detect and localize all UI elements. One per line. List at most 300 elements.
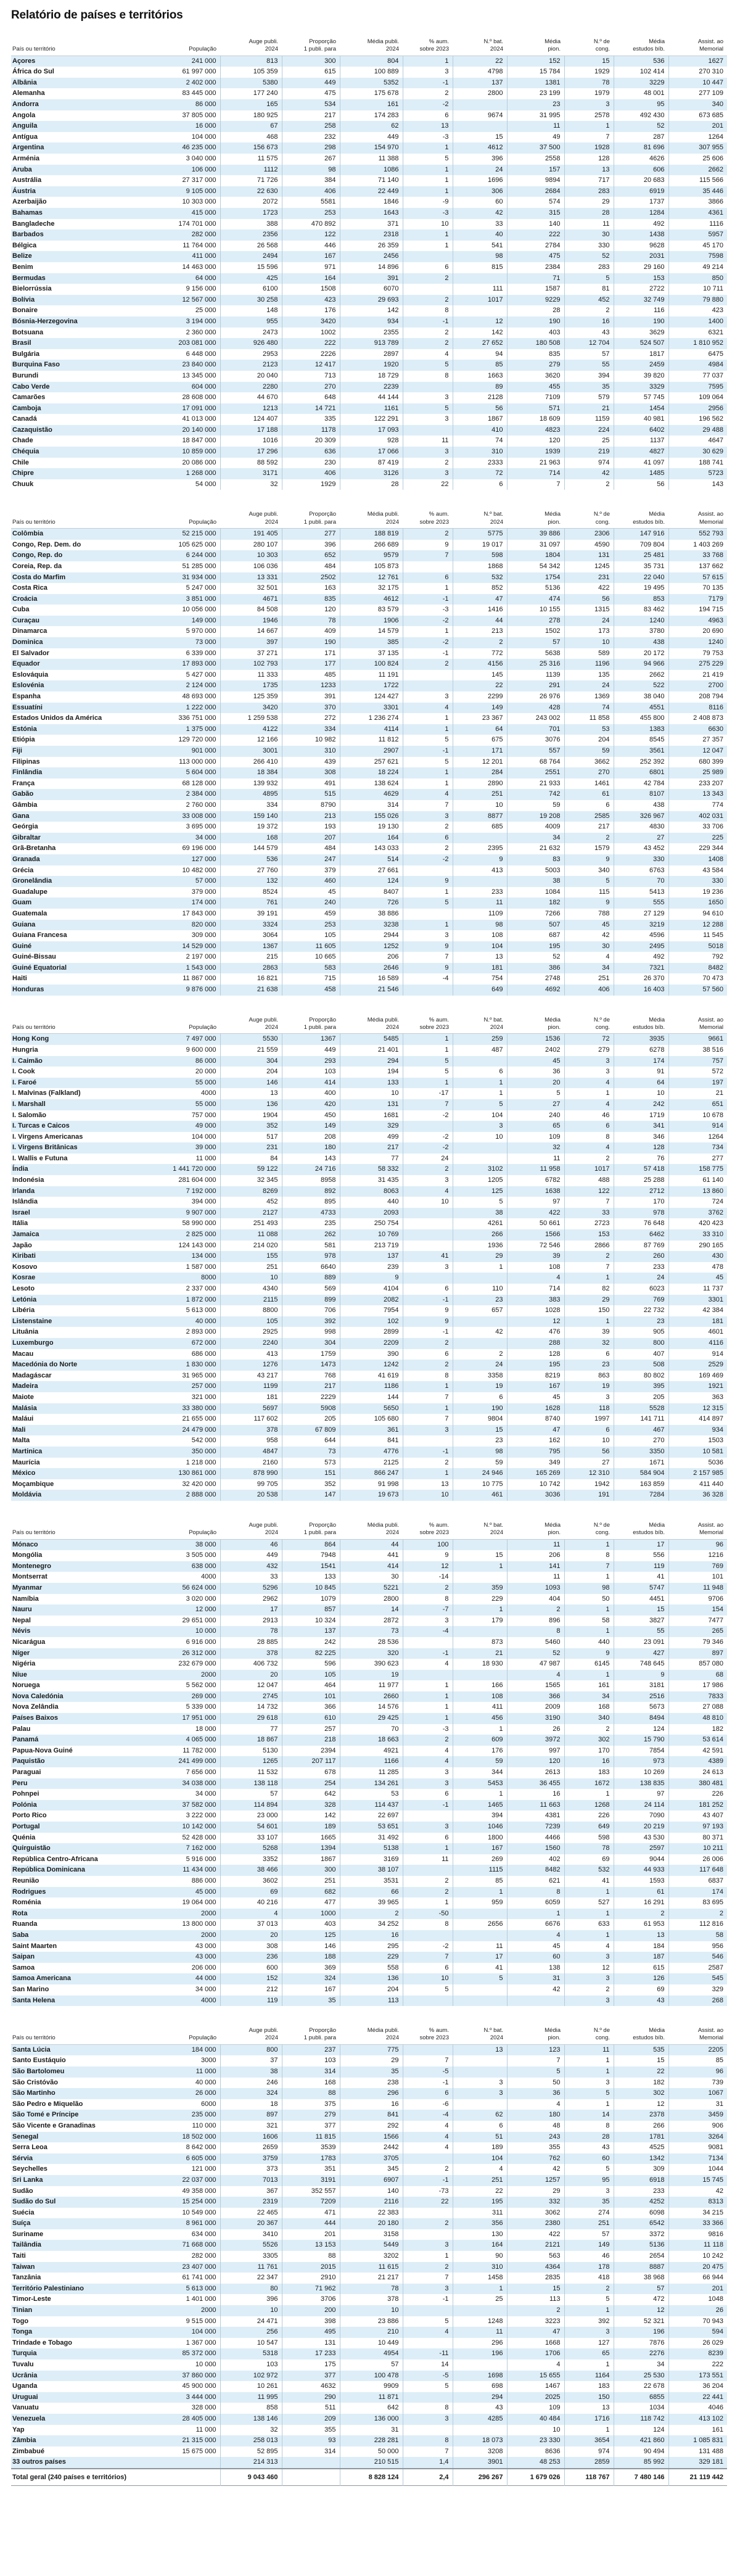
memorial-cell: 329 bbox=[712, 1985, 723, 1993]
population-cell: 55 000 bbox=[159, 1078, 220, 1089]
pct-incr-cell bbox=[403, 1670, 453, 1681]
avg-pioneers-cell: 8740 bbox=[507, 1414, 564, 1425]
avg-pubs-cell: 87 419 bbox=[340, 458, 403, 469]
ratio-cell: 464 bbox=[282, 1680, 340, 1691]
avg-pioneers-cell: 48 bbox=[507, 2121, 564, 2132]
bible-studies-cell: 6402 bbox=[614, 425, 668, 436]
baptized-cell bbox=[453, 833, 507, 844]
avg-pubs-cell: 499 bbox=[340, 1132, 403, 1143]
memorial-cell: 1400 bbox=[708, 317, 723, 325]
population-cell: 321 000 bbox=[159, 1392, 220, 1403]
baptized-cell: 1 bbox=[453, 2284, 507, 2295]
pct-incr-cell: 14 bbox=[403, 2359, 453, 2371]
table-row bbox=[11, 2175, 727, 2186]
congregations-cell: 50 bbox=[564, 1594, 614, 1605]
peak-pubs-cell: 43 217 bbox=[220, 1371, 282, 1382]
peak-pubs-cell: 12 047 bbox=[220, 1680, 282, 1691]
ratio-cell: 293 bbox=[282, 1056, 340, 1067]
baptized-cell: 17 bbox=[453, 1952, 507, 1963]
peak-pubs-cell: 1367 bbox=[220, 941, 282, 952]
country-cell: Chéquia bbox=[12, 448, 39, 456]
avg-pubs-cell: 164 bbox=[340, 833, 403, 844]
population-cell: 2 360 000 bbox=[159, 328, 220, 339]
pct-incr-cell: 10 bbox=[403, 1490, 453, 1501]
congregations-cell: 5 bbox=[564, 876, 614, 887]
ratio-cell: 352 bbox=[282, 1479, 340, 1490]
bible-studies-cell: 438 bbox=[614, 800, 668, 811]
table-row bbox=[11, 1865, 727, 1876]
baptized-cell: 176 bbox=[453, 1746, 507, 1757]
baptized-cell: 1 bbox=[453, 1088, 507, 1099]
pct-incr-cell: 1,4 bbox=[403, 2457, 453, 2469]
congregations-cell: 153 bbox=[564, 1229, 614, 1241]
country-cell: Tailândia bbox=[12, 2241, 41, 2249]
country-cell: Granada bbox=[12, 855, 40, 863]
table-row bbox=[11, 2142, 727, 2153]
bible-studies-cell: 233 bbox=[614, 1262, 668, 1273]
peak-pubs-cell: 13 331 bbox=[220, 572, 282, 584]
peak-pubs-cell: 32 501 bbox=[220, 583, 282, 594]
population-cell: 415 000 bbox=[159, 208, 220, 219]
pct-incr-cell: 4 bbox=[403, 789, 453, 800]
table-row bbox=[11, 2153, 727, 2165]
pct-incr-cell: -7 bbox=[403, 1604, 453, 1616]
peak-pubs-cell: 54 601 bbox=[220, 1822, 282, 1833]
avg-pubs-cell: 371 bbox=[340, 219, 403, 230]
pct-incr-cell bbox=[403, 251, 453, 262]
bible-studies-cell: 41 bbox=[614, 1572, 668, 1583]
peak-pubs-cell: 20 bbox=[220, 1930, 282, 1941]
ratio-cell: 177 bbox=[282, 659, 340, 670]
bible-studies-cell: 3219 bbox=[614, 920, 668, 931]
avg-pioneers-cell: 15 bbox=[507, 2284, 564, 2295]
country-cell: Libéria bbox=[12, 1307, 35, 1315]
pct-incr-cell bbox=[403, 865, 453, 877]
avg-pubs-cell: 4104 bbox=[340, 1284, 403, 1295]
table-row bbox=[11, 1984, 727, 1996]
avg-pioneers-cell: 18 609 bbox=[507, 414, 564, 425]
population-cell: 3 020 000 bbox=[159, 1594, 220, 1605]
avg-pioneers-cell: 21 632 bbox=[507, 843, 564, 854]
peak-pubs-cell: 84 bbox=[220, 1154, 282, 1165]
peak-pubs-cell: 17 188 bbox=[220, 425, 282, 436]
avg-pubs-cell: 21 217 bbox=[340, 2273, 403, 2284]
population-cell: 31 934 000 bbox=[159, 572, 220, 584]
bible-studies-cell: 57 bbox=[614, 2284, 668, 2295]
population-cell: 105 625 000 bbox=[159, 540, 220, 551]
peak-pubs-cell: 2160 bbox=[220, 1458, 282, 1469]
baptized-cell: 24 946 bbox=[453, 1468, 507, 1479]
pct-incr-cell: 4 bbox=[403, 1186, 453, 1197]
avg-pubs-cell: 841 bbox=[340, 1435, 403, 1447]
bible-studies-cell: 76 648 bbox=[614, 1218, 668, 1229]
bible-studies-cell: 52 bbox=[614, 121, 668, 132]
bible-studies-cell: 12 bbox=[614, 2099, 668, 2110]
population-cell: 34 000 bbox=[159, 1984, 220, 1996]
ratio-cell: 1508 bbox=[282, 284, 340, 295]
pct-incr-cell: 4 bbox=[403, 703, 453, 714]
bible-studies-cell: 6023 bbox=[614, 1284, 668, 1295]
congregations-cell: 579 bbox=[564, 392, 614, 403]
table-row bbox=[11, 1241, 727, 1252]
country-cell: Santo Eustáquio bbox=[12, 2057, 66, 2065]
peak-pubs-cell: 28 885 bbox=[220, 1637, 282, 1648]
table-row bbox=[11, 1197, 727, 1208]
baptized-cell: 56 bbox=[453, 403, 507, 415]
ratio-cell: 475 bbox=[282, 88, 340, 99]
congregations-cell: 2 bbox=[564, 1984, 614, 1996]
congregations-cell: 98 bbox=[564, 1583, 614, 1594]
table-row bbox=[11, 1425, 727, 1436]
memorial-cell: 45 170 bbox=[702, 241, 723, 249]
bible-studies-cell: 3780 bbox=[614, 626, 668, 637]
table-row bbox=[11, 295, 727, 306]
ratio-cell: 1541 bbox=[282, 1561, 340, 1572]
ratio-cell: 167 bbox=[282, 251, 340, 262]
avg-pioneers-cell: 31 995 bbox=[507, 110, 564, 122]
population-cell: 85 372 000 bbox=[159, 2348, 220, 2359]
table-row bbox=[11, 550, 727, 561]
population-cell: 1 587 000 bbox=[159, 1262, 220, 1273]
table-row bbox=[11, 833, 727, 844]
peak-pubs-cell: 5318 bbox=[220, 2348, 282, 2359]
memorial-cell: 277 bbox=[712, 1154, 723, 1162]
avg-pioneers-cell: 4692 bbox=[507, 985, 564, 996]
population-cell: 282 000 bbox=[159, 2251, 220, 2262]
memorial-cell: 15 745 bbox=[702, 2176, 723, 2184]
baptized-cell: 1017 bbox=[453, 295, 507, 306]
bible-studies-cell: 455 800 bbox=[614, 713, 668, 724]
bible-studies-cell: 7321 bbox=[614, 963, 668, 974]
avg-pioneers-cell: 37 500 bbox=[507, 142, 564, 154]
country-cell: Itália bbox=[12, 1220, 28, 1228]
congregations-cell: 1369 bbox=[564, 691, 614, 703]
congregations-cell: 95 bbox=[564, 2175, 614, 2186]
baptized-cell: 42 bbox=[453, 1327, 507, 1338]
baptized-cell bbox=[453, 1316, 507, 1327]
memorial-cell: 5957 bbox=[708, 231, 723, 239]
table-row bbox=[11, 1403, 727, 1414]
baptized-cell: 9674 bbox=[453, 110, 507, 122]
congregations-cell: 3 bbox=[564, 1067, 614, 1078]
avg-pioneers-cell: 714 bbox=[507, 1284, 564, 1295]
ratio-cell: 14 721 bbox=[282, 403, 340, 415]
avg-pubs-cell: 10 769 bbox=[340, 1229, 403, 1241]
congregations-cell: 1 bbox=[564, 2359, 614, 2371]
ratio-cell: 93 bbox=[282, 2435, 340, 2446]
pct-incr-cell: -1 bbox=[403, 1447, 453, 1458]
memorial-cell: 26 029 bbox=[702, 2339, 723, 2347]
bible-studies-cell: 252 392 bbox=[614, 757, 668, 768]
pct-incr-cell: 8 bbox=[403, 1919, 453, 1930]
pct-incr-cell: -3 bbox=[403, 605, 453, 616]
memorial-cell: 3762 bbox=[708, 1208, 723, 1216]
pct-incr-cell: 4 bbox=[403, 1746, 453, 1757]
baptized-header: N.º bat. 2024 bbox=[483, 38, 503, 53]
baptized-cell: 38 bbox=[453, 1208, 507, 1219]
baptized-cell: 461 bbox=[453, 1490, 507, 1501]
baptized-cell bbox=[453, 1142, 507, 1154]
table-row bbox=[11, 1854, 727, 1865]
table-row bbox=[11, 1996, 727, 2007]
pct-incr-cell: 7 bbox=[403, 1952, 453, 1963]
memorial-cell: 131 488 bbox=[699, 2447, 723, 2455]
congregations-cell: 72 bbox=[564, 1034, 614, 1045]
peak-pubs-cell: 4847 bbox=[220, 1447, 282, 1458]
avg-pubs-cell: 440 bbox=[340, 1197, 403, 1208]
memorial-cell: 914 bbox=[712, 1350, 723, 1358]
baptized-cell: 11 bbox=[453, 898, 507, 909]
ratio-cell: 133 bbox=[282, 1572, 340, 1583]
table-row bbox=[11, 186, 727, 197]
bible-studies-cell: 2 bbox=[614, 1909, 668, 1920]
country-cell: Tonga bbox=[12, 2328, 33, 2336]
population-cell bbox=[159, 2457, 220, 2469]
peak-pubs-cell: 2280 bbox=[220, 382, 282, 393]
avg-pubs-cell: 77 bbox=[340, 1154, 403, 1165]
country-cell: Congo, Rep. do bbox=[12, 551, 63, 559]
table-row bbox=[11, 1594, 727, 1605]
memorial-cell: 181 252 bbox=[699, 1801, 723, 1809]
pct-incr-cell: 2 bbox=[403, 88, 453, 99]
memorial-cell: 4601 bbox=[708, 1328, 723, 1336]
congregations-cell: 57 bbox=[564, 2229, 614, 2240]
avg-pioneers-cell: 19 208 bbox=[507, 811, 564, 822]
table-row bbox=[11, 1067, 727, 1078]
bible-studies-cell: 1137 bbox=[614, 436, 668, 447]
peak-pubs-cell: 231 bbox=[220, 1142, 282, 1154]
peak-pubs-cell: 106 036 bbox=[220, 561, 282, 572]
avg-pioneers-cell: 48 253 bbox=[507, 2457, 564, 2469]
table-row bbox=[11, 2132, 727, 2143]
avg-pubs-cell: 2872 bbox=[340, 1616, 403, 1627]
peak-pubs-cell: 124 407 bbox=[220, 414, 282, 425]
congregations-cell: 1 bbox=[564, 1539, 614, 1550]
congregations-cell: 270 bbox=[564, 767, 614, 778]
bible-studies-cell: 4596 bbox=[614, 930, 668, 941]
table-row bbox=[11, 680, 727, 691]
baptized-cell: 22 bbox=[453, 56, 507, 67]
peak-pubs-cell: 20 367 bbox=[220, 2218, 282, 2229]
peak-pubs-cell: 5530 bbox=[220, 1034, 282, 1045]
pct-incr-cell: 1 bbox=[403, 920, 453, 931]
avg-pioneers-cell: 10 155 bbox=[507, 605, 564, 616]
avg-pubs-cell: 8407 bbox=[340, 887, 403, 898]
baptized-cell: 21 bbox=[453, 1648, 507, 1659]
peak-pubs-cell: 21 559 bbox=[220, 1045, 282, 1056]
avg-pioneers-cell: 7 bbox=[507, 479, 564, 490]
baptized-cell bbox=[453, 2099, 507, 2110]
table-row bbox=[11, 2044, 727, 2055]
bible-studies-cell: 48 001 bbox=[614, 88, 668, 99]
population-cell: 2000 bbox=[159, 2305, 220, 2316]
bible-studies-cell: 492 bbox=[614, 952, 668, 963]
memorial-cell: 33 768 bbox=[702, 551, 723, 559]
bible-studies-cell: 302 bbox=[614, 2088, 668, 2099]
peak-pubs-cell: 800 bbox=[220, 2044, 282, 2055]
ratio-cell: 188 bbox=[282, 1952, 340, 1963]
avg-pioneers-cell: 278 bbox=[507, 616, 564, 627]
peak-pubs-cell: 19 372 bbox=[220, 822, 282, 833]
baptized-cell: 229 bbox=[453, 1594, 507, 1605]
table-row bbox=[11, 659, 727, 670]
bible-studies-cell: 270 bbox=[614, 1435, 668, 1447]
ratio-cell: 449 bbox=[282, 1045, 340, 1056]
peak-pubs-cell: 132 bbox=[220, 876, 282, 887]
table-row bbox=[11, 67, 727, 78]
congregations-cell: 3 bbox=[564, 2327, 614, 2338]
pct-incr-cell: 6 bbox=[403, 1349, 453, 1360]
baptized-cell: 145 bbox=[453, 670, 507, 681]
congregations-cell: 9 bbox=[564, 898, 614, 909]
pct-incr-cell: 7 bbox=[403, 800, 453, 811]
peak-pubs-cell: 17 296 bbox=[220, 447, 282, 458]
ratio-cell bbox=[282, 2457, 340, 2469]
memorial-cell: 7833 bbox=[708, 1692, 723, 1700]
avg-pubs-cell: 113 bbox=[340, 1996, 403, 2007]
country-cell: Estónia bbox=[12, 725, 37, 733]
baptized-cell: 1046 bbox=[453, 1822, 507, 1833]
bible-studies-cell: 522 bbox=[614, 680, 668, 691]
pct-incr-cell: 7 bbox=[403, 1392, 453, 1403]
table-row bbox=[11, 1919, 727, 1930]
bible-studies-cell: 23 091 bbox=[614, 1637, 668, 1648]
pct-incr-cell: 1 bbox=[403, 1078, 453, 1089]
country-cell: Seychelles bbox=[12, 2165, 47, 2173]
population-cell: 1 441 720 000 bbox=[159, 1164, 220, 1175]
memorial-cell: 7595 bbox=[708, 382, 723, 390]
memorial-cell: 43 407 bbox=[702, 1812, 723, 1820]
baptized-cell: 251 bbox=[453, 789, 507, 800]
bible-studies-cell: 124 bbox=[614, 1724, 668, 1735]
peak-pubs-cell: 352 bbox=[220, 1121, 282, 1132]
peak-pubs-cell: 2659 bbox=[220, 2142, 282, 2153]
country-cell: Chuuk bbox=[12, 480, 34, 488]
baptized-cell bbox=[453, 2066, 507, 2078]
memorial-cell: 169 469 bbox=[699, 1371, 723, 1379]
population-cell: 12 567 000 bbox=[159, 295, 220, 306]
pct-incr-cell: 5 bbox=[403, 1056, 453, 1067]
pct-incr-cell: 3 bbox=[403, 67, 453, 78]
memorial-cell: 2 bbox=[719, 1909, 723, 1917]
avg-pioneers-cell: 3223 bbox=[507, 2316, 564, 2327]
peak-pubs-cell: 32 bbox=[220, 479, 282, 490]
country-cell: Áustria bbox=[12, 187, 36, 195]
avg-pubs-cell: 2897 bbox=[340, 349, 403, 360]
bible-studies-cell: 853 bbox=[614, 594, 668, 605]
peak-pubs-cell: 2863 bbox=[220, 963, 282, 974]
bible-studies-cell: 20 172 bbox=[614, 648, 668, 659]
country-cell: Brasil bbox=[12, 339, 31, 347]
bible-studies-cell: 20 683 bbox=[614, 175, 668, 186]
table-row bbox=[11, 767, 727, 778]
country-cell: Paquistão bbox=[12, 1757, 45, 1765]
avg-pioneers-cell: 563 bbox=[507, 2251, 564, 2262]
table-row bbox=[11, 338, 727, 349]
population-cell: 1 543 000 bbox=[159, 963, 220, 974]
population-cell: 51 285 000 bbox=[159, 561, 220, 572]
avg-pubs-cell: 83 579 bbox=[340, 605, 403, 616]
baptized-cell: 233 bbox=[453, 887, 507, 898]
country-cell: Camarões bbox=[12, 394, 46, 402]
avg-pubs-cell: 26 359 bbox=[340, 241, 403, 252]
baptized-cell: 2395 bbox=[453, 843, 507, 854]
memorial-cell: 3301 bbox=[708, 1295, 723, 1303]
memorial-cell: 70 943 bbox=[702, 2317, 723, 2325]
avg-pubs-header: Média publi. 2024 bbox=[367, 1016, 399, 1031]
bible-studies-cell: 266 bbox=[614, 2121, 668, 2132]
pct-incr-cell: 3 bbox=[403, 811, 453, 822]
congregations-cell: 46 bbox=[564, 2251, 614, 2262]
population-cell: 886 000 bbox=[159, 1876, 220, 1887]
table-row bbox=[11, 468, 727, 479]
table-row bbox=[11, 637, 727, 648]
pct-incr-cell: 3 bbox=[403, 1175, 453, 1186]
congregations-cell: 12 bbox=[564, 1963, 614, 1974]
avg-pubs-cell: 6907 bbox=[340, 2175, 403, 2186]
avg-pubs-cell: 2660 bbox=[340, 1691, 403, 1703]
bible-studies-cell: 7876 bbox=[614, 2338, 668, 2349]
table-row bbox=[11, 1045, 727, 1056]
country-cell: Maurícia bbox=[12, 1458, 40, 1466]
congregations-cell: 56 bbox=[564, 594, 614, 605]
country-cell: Guadalupe bbox=[12, 888, 47, 896]
baptized-cell bbox=[453, 1670, 507, 1681]
congregations-cell: 39 bbox=[564, 1327, 614, 1338]
bible-studies-cell: 128 bbox=[614, 1142, 668, 1154]
ratio-cell: 6640 bbox=[282, 1262, 340, 1273]
bible-studies-cell: 1719 bbox=[614, 1110, 668, 1121]
congregations-cell: 16 bbox=[564, 316, 614, 328]
table-row bbox=[11, 2403, 727, 2414]
avg-pioneers-cell: 1939 bbox=[507, 447, 564, 458]
peak-pubs-cell: 878 990 bbox=[220, 1468, 282, 1479]
avg-pioneers-cell: 332 bbox=[507, 2197, 564, 2208]
avg-pubs-cell: 1166 bbox=[340, 1756, 403, 1767]
avg-pubs-cell: 2125 bbox=[340, 1458, 403, 1469]
congregations-cell: 1017 bbox=[564, 1164, 614, 1175]
country-cell: Bangladeche bbox=[12, 220, 55, 228]
avg-pubs-cell: 188 819 bbox=[340, 529, 403, 540]
baptized-cell: 5453 bbox=[453, 1778, 507, 1790]
avg-pubs-cell: 1920 bbox=[340, 360, 403, 371]
bible-studies-cell: 4830 bbox=[614, 822, 668, 833]
baptized-cell: 311 bbox=[453, 2208, 507, 2219]
bible-studies-cell: 205 bbox=[614, 1392, 668, 1403]
peak-pubs-cell: 11 333 bbox=[220, 670, 282, 681]
avg-pubs-cell: 390 623 bbox=[340, 1659, 403, 1670]
avg-pubs-cell: 34 252 bbox=[340, 1919, 403, 1930]
ratio-cell: 3420 bbox=[282, 316, 340, 328]
peak-pubs-cell: 102 972 bbox=[220, 2371, 282, 2382]
avg-pubs-cell: 1086 bbox=[340, 165, 403, 176]
peak-pubs-cell: 7013 bbox=[220, 2175, 282, 2186]
ratio-cell: 682 bbox=[282, 1887, 340, 1898]
country-cell: Hong Kong bbox=[12, 1035, 49, 1043]
population-cell: 6 916 000 bbox=[159, 1637, 220, 1648]
table-row bbox=[11, 262, 727, 273]
avg-pubs-cell: 361 bbox=[340, 1425, 403, 1436]
baptized-cell: 142 bbox=[453, 328, 507, 339]
ratio-cell: 207 117 bbox=[282, 1756, 340, 1767]
population-cell: 52 428 000 bbox=[159, 1833, 220, 1844]
peak-pubs-cell: 280 107 bbox=[220, 540, 282, 551]
avg-pubs-cell: 105 680 bbox=[340, 1414, 403, 1425]
table-row bbox=[11, 349, 727, 360]
avg-pubs-cell: 238 bbox=[340, 2078, 403, 2089]
congregations-cell: 717 bbox=[564, 175, 614, 186]
memorial-cell: 3459 bbox=[708, 2111, 723, 2119]
